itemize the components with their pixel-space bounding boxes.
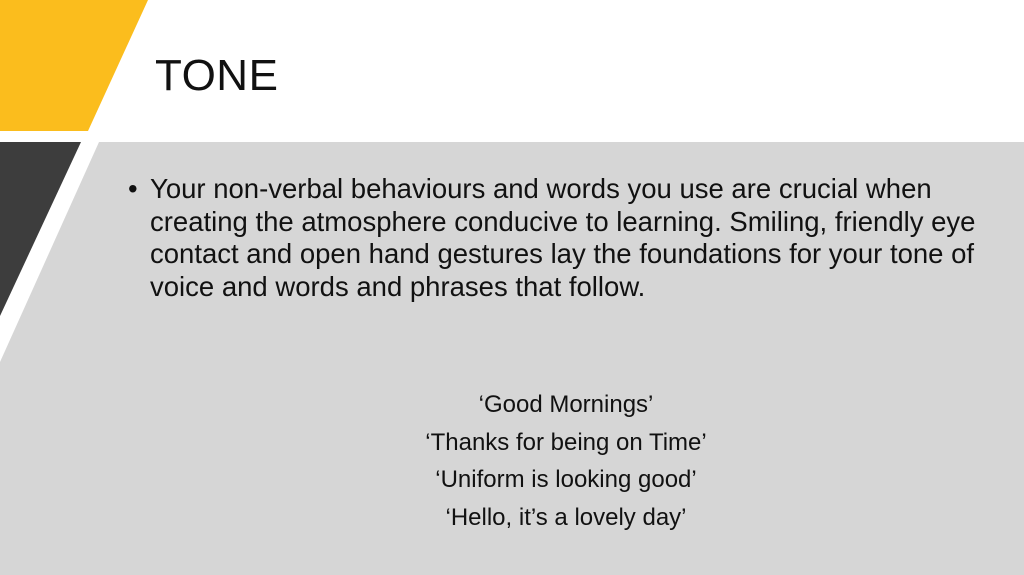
phrase-item: ‘Thanks for being on Time’ bbox=[425, 428, 707, 456]
phrase-item: ‘Hello, it’s a lovely day’ bbox=[445, 503, 687, 531]
bullet-marker: • bbox=[128, 173, 138, 204]
phrase-item: ‘Uniform is looking good’ bbox=[435, 466, 697, 493]
bullet-item bbox=[128, 173, 1008, 303]
phrase-item: ‘Good Mornings’ bbox=[478, 391, 654, 418]
yellow-accent-shape bbox=[0, 0, 148, 131]
slide-title: TONE bbox=[155, 51, 279, 100]
bullet-text: Your non-verbal behaviours and words you use are crucial when creating the atmosphere conducive to learning. Smiling, friendly eye contact and open hand gestures lay the foundations for your tone of voice and words and phrases that follow. bbox=[150, 173, 976, 302]
example-phrases bbox=[366, 386, 766, 536]
bullet-list bbox=[128, 173, 1008, 303]
